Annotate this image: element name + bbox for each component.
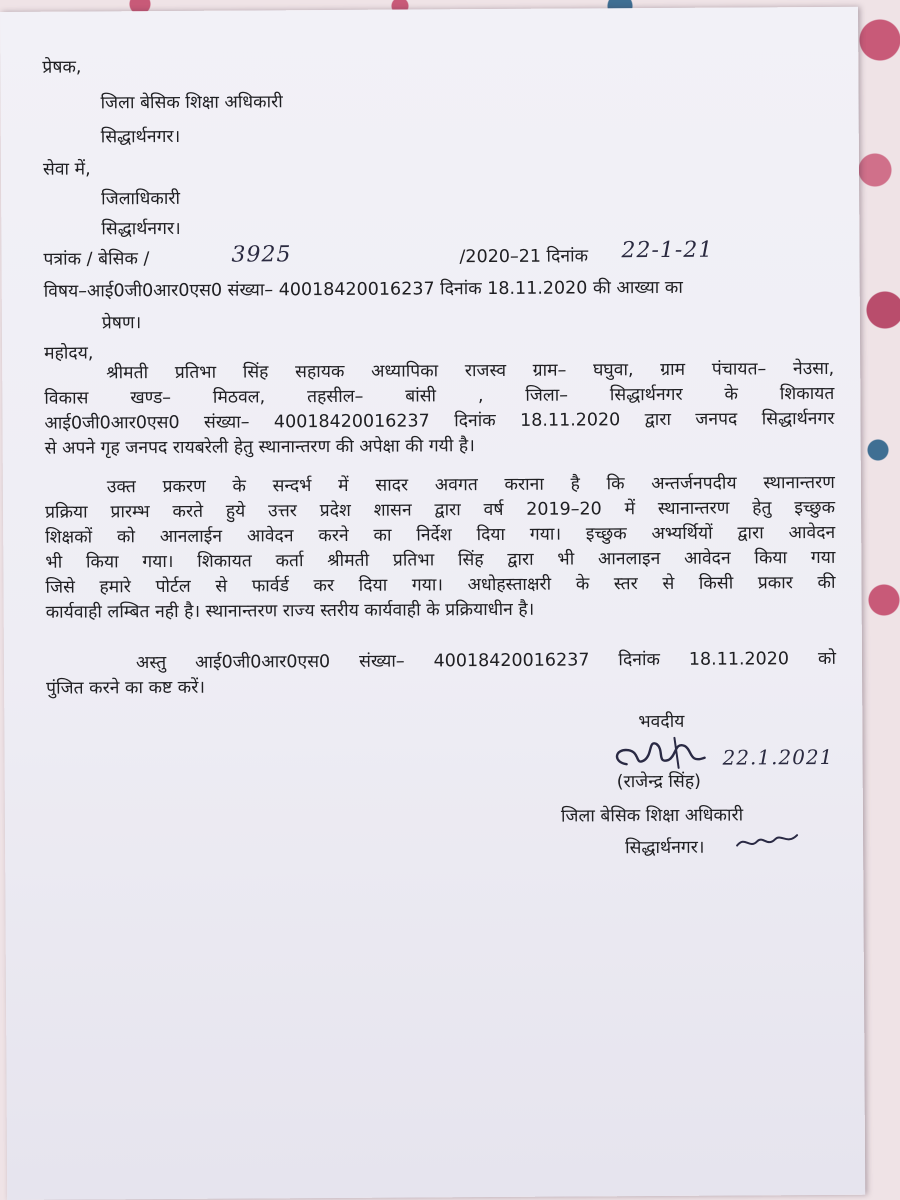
- paragraph-line: कार्यवाही लम्बित नही है। स्थानान्तरण राज्य स्तरीय कार्यवाही के प्रक्रियाधीन है।: [45, 599, 535, 623]
- paragraph-line: श्रीमती प्रतिभा सिंह सहायक अध्यापिका राजस्व ग्राम– घघुवा, ग्राम पंचायत– नेउसा,: [106, 358, 835, 384]
- paragraph-line: उक्त प्रकरण के सन्दर्भ में सादर अवगत कराना है कि अन्तर्जनपदीय स्थानान्तरण: [106, 472, 835, 498]
- ref-suffix: /2020–21 दिनांक: [459, 246, 589, 268]
- paragraph-line: जिसे हमारे पोर्टल से फार्वर्ड कर दिया गया। अधोहस्ताक्षरी के स्तर से किसी प्रकार की: [45, 572, 836, 598]
- signatory-place: सिद्धार्थनगर।: [625, 837, 705, 859]
- to-office: जिलाधिकारी: [101, 188, 181, 210]
- closing: भवदीय: [638, 711, 685, 733]
- signatory-name: (राजेन्द्र सिंह): [616, 771, 702, 793]
- to-place: सिद्धार्थनगर।: [101, 218, 181, 240]
- paragraph-2: [45, 471, 836, 626]
- initials-scribble: [733, 825, 803, 855]
- signatory-title: जिला बेसिक शिक्षा अधिकारी: [560, 805, 744, 827]
- ref-prefix: पत्रांक / बेसिक /: [43, 249, 150, 270]
- paragraph-line: शिक्षकों को आनलाईन आवेदन करने का निर्देश दिया गया। इच्छुक अभ्यर्थियों द्वारा आवेदन: [45, 522, 836, 548]
- from-place: सिद्धार्थनगर।: [100, 126, 181, 148]
- subject-line-1: विषय–आई0जी0आर0एस0 संख्या– 40018420016237 दिनांक 18.11.2020 की आख्या का: [43, 277, 683, 302]
- paragraph-line: प्रक्रिया प्रारम्भ करते हुये उत्तर प्रदेश शासन द्वारा वर्ष 2019–20 में स्थानान्तरण हेतु इच्छुक: [44, 497, 836, 523]
- to-label: सेवा में,: [42, 159, 91, 180]
- from-office: जिला बेसिक शिक्षा अधिकारी: [100, 92, 283, 114]
- paragraph-line: पुंजित करने का कष्ट करें।: [46, 677, 206, 699]
- from-label: प्रेषक,: [42, 57, 82, 78]
- paragraph-1: [44, 357, 835, 462]
- ref-number-handwritten: 3925: [231, 242, 292, 268]
- paragraph-line: अस्तु आई0जी0आर0एस0 संख्या– 40018420016237 दिनांक 18.11.2020 को: [135, 648, 837, 674]
- subject-line-2: प्रेषण।: [101, 313, 142, 334]
- paragraph-line: भी किया गया। शिकायत कर्ता श्रीमती प्रतिभा सिंह द्वारा भी आनलाइन आवेदन किया गया: [45, 547, 836, 573]
- paragraph-3: [46, 647, 836, 702]
- letter-page: [0, 7, 865, 1200]
- paragraph-line: आई0जी0आर0एस0 संख्या– 40018420016237 दिनांक 18.11.2020 द्वारा जनपद सिद्धार्थनगर: [44, 408, 835, 434]
- paragraph-line: से अपने गृह जनपद रायबरेली हेतु स्थानान्तरण की अपेक्षा की गयी है।: [44, 436, 475, 459]
- ref-date-handwritten: 22-1-21: [621, 237, 714, 264]
- salutation: महोदय,: [44, 343, 94, 364]
- signature-date-handwritten: 22.1.2021: [722, 744, 834, 770]
- paragraph-line: विकास खण्ड– मिठवल, तहसील– बांसी , जिला– सिद्धार्थनगर के शिकायत: [44, 383, 835, 409]
